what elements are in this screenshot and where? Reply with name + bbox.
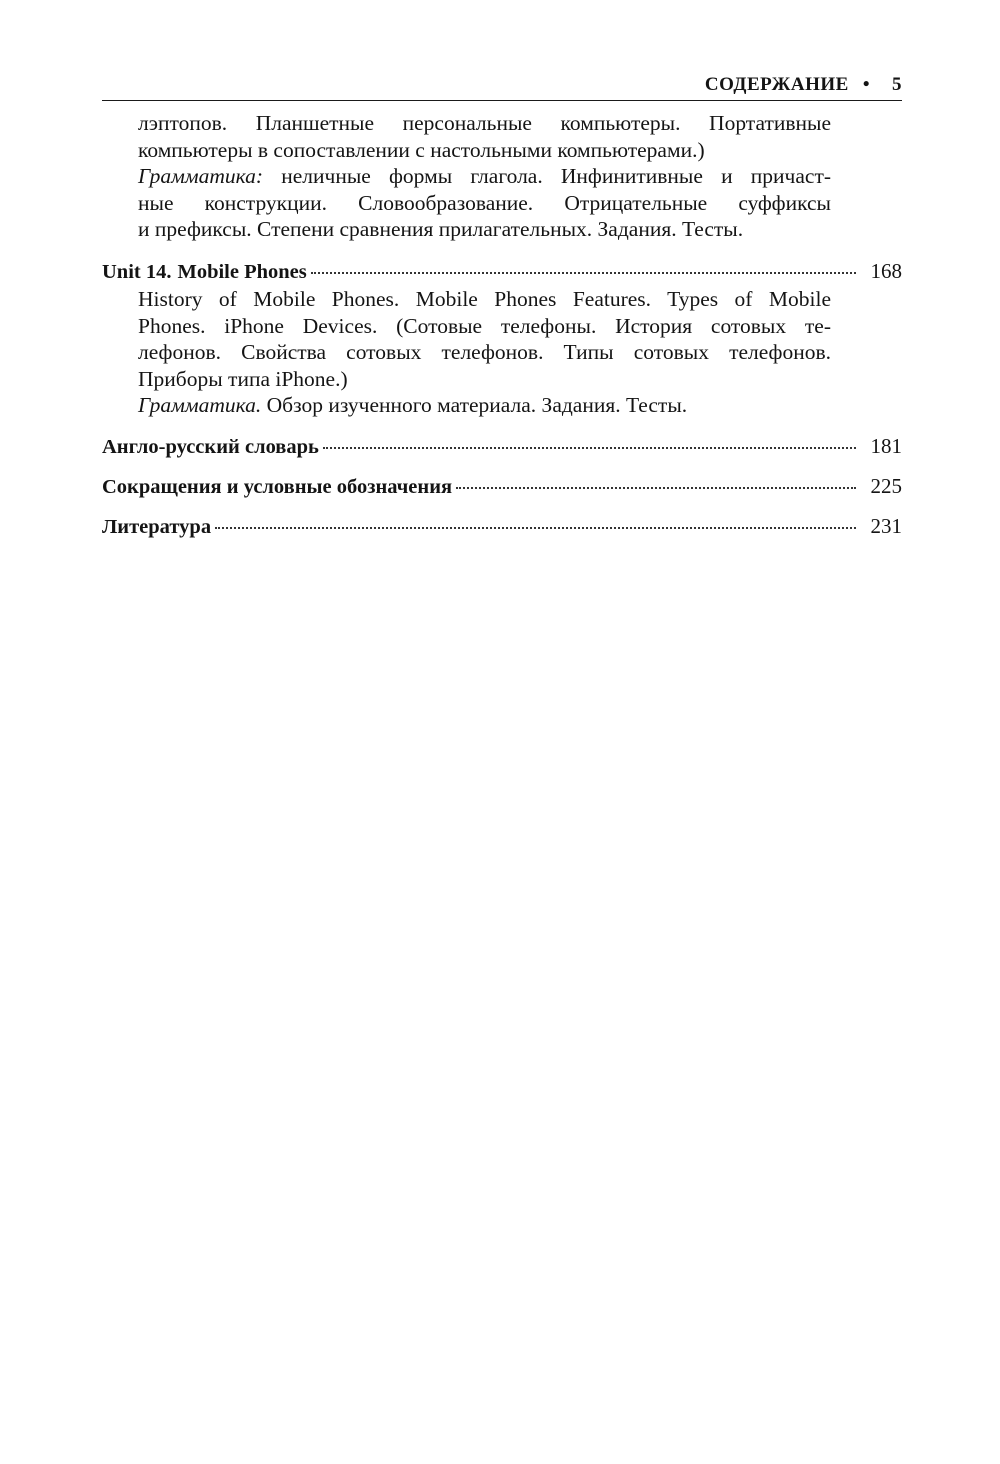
toc-entry-title: Литература xyxy=(102,516,212,538)
continuation-line: лэптопов. Планшетные персональные компьютеры. Портативные xyxy=(138,111,831,135)
toc-entry-title: Сокращения и условные обозначения xyxy=(102,476,453,498)
unit-14-grammar-line xyxy=(138,392,831,419)
dot-leader xyxy=(311,272,856,274)
toc-entry-page: 181 xyxy=(870,434,902,458)
unit-14-line: Приборы типа iPhone.) xyxy=(138,366,348,391)
unit-14-line: Phones. iPhone Devices. (Сотовые телефоны. История сотовых те- xyxy=(138,313,831,338)
grammar-label: Грамматика: xyxy=(138,164,264,189)
unit-14-line: лефонов. Свойства сотовых телефонов. Типы сотовых телефонов. xyxy=(138,340,831,365)
toc-entry-title: Англо-русский словарь xyxy=(102,436,319,458)
toc-entry-page: 168 xyxy=(870,259,902,283)
toc-entry-title xyxy=(102,259,307,286)
continuation-grammar-line xyxy=(138,163,831,190)
unit-title: Mobile Phones xyxy=(177,261,307,283)
dot-leader xyxy=(215,527,856,529)
running-head-bullet: • xyxy=(862,74,870,95)
continuation-line: компьютеры в сопоставлении с настольными компьютерами.) xyxy=(138,137,705,162)
unit-14-line: History of Mobile Phones. Mobile Phones Features. Types of Mobile xyxy=(138,287,831,311)
continuation-description xyxy=(138,110,831,243)
dot-leader xyxy=(456,487,856,489)
toc-entry-page: 225 xyxy=(870,474,902,498)
toc-entry-dictionary[interactable] xyxy=(102,433,902,460)
unit-number: Unit 14. xyxy=(102,261,172,283)
running-head-section: СОДЕРЖАНИЕ xyxy=(704,74,849,95)
running-head xyxy=(102,73,902,101)
unit-14-description xyxy=(138,286,831,419)
continuation-line: ные конструкции. Словообразование. Отрицательные суффиксы xyxy=(138,190,831,215)
grammar-text: Обзор изученного материала. Задания. Тесты. xyxy=(261,393,688,418)
toc-entry-unit-14[interactable] xyxy=(102,258,902,285)
grammar-text: неличные формы глагола. Инфинитивные и причаст- xyxy=(263,164,831,189)
toc-entry-abbreviations[interactable] xyxy=(102,473,902,500)
toc-entry-literature[interactable] xyxy=(102,513,902,540)
continuation-line: и префиксы. Степени сравнения прилагательных. Задания. Тесты. xyxy=(138,217,744,242)
running-head-page-number: 5 xyxy=(892,74,902,95)
dot-leader xyxy=(323,447,856,449)
grammar-label: Грамматика. xyxy=(138,393,262,418)
toc-entry-page: 231 xyxy=(870,514,902,538)
